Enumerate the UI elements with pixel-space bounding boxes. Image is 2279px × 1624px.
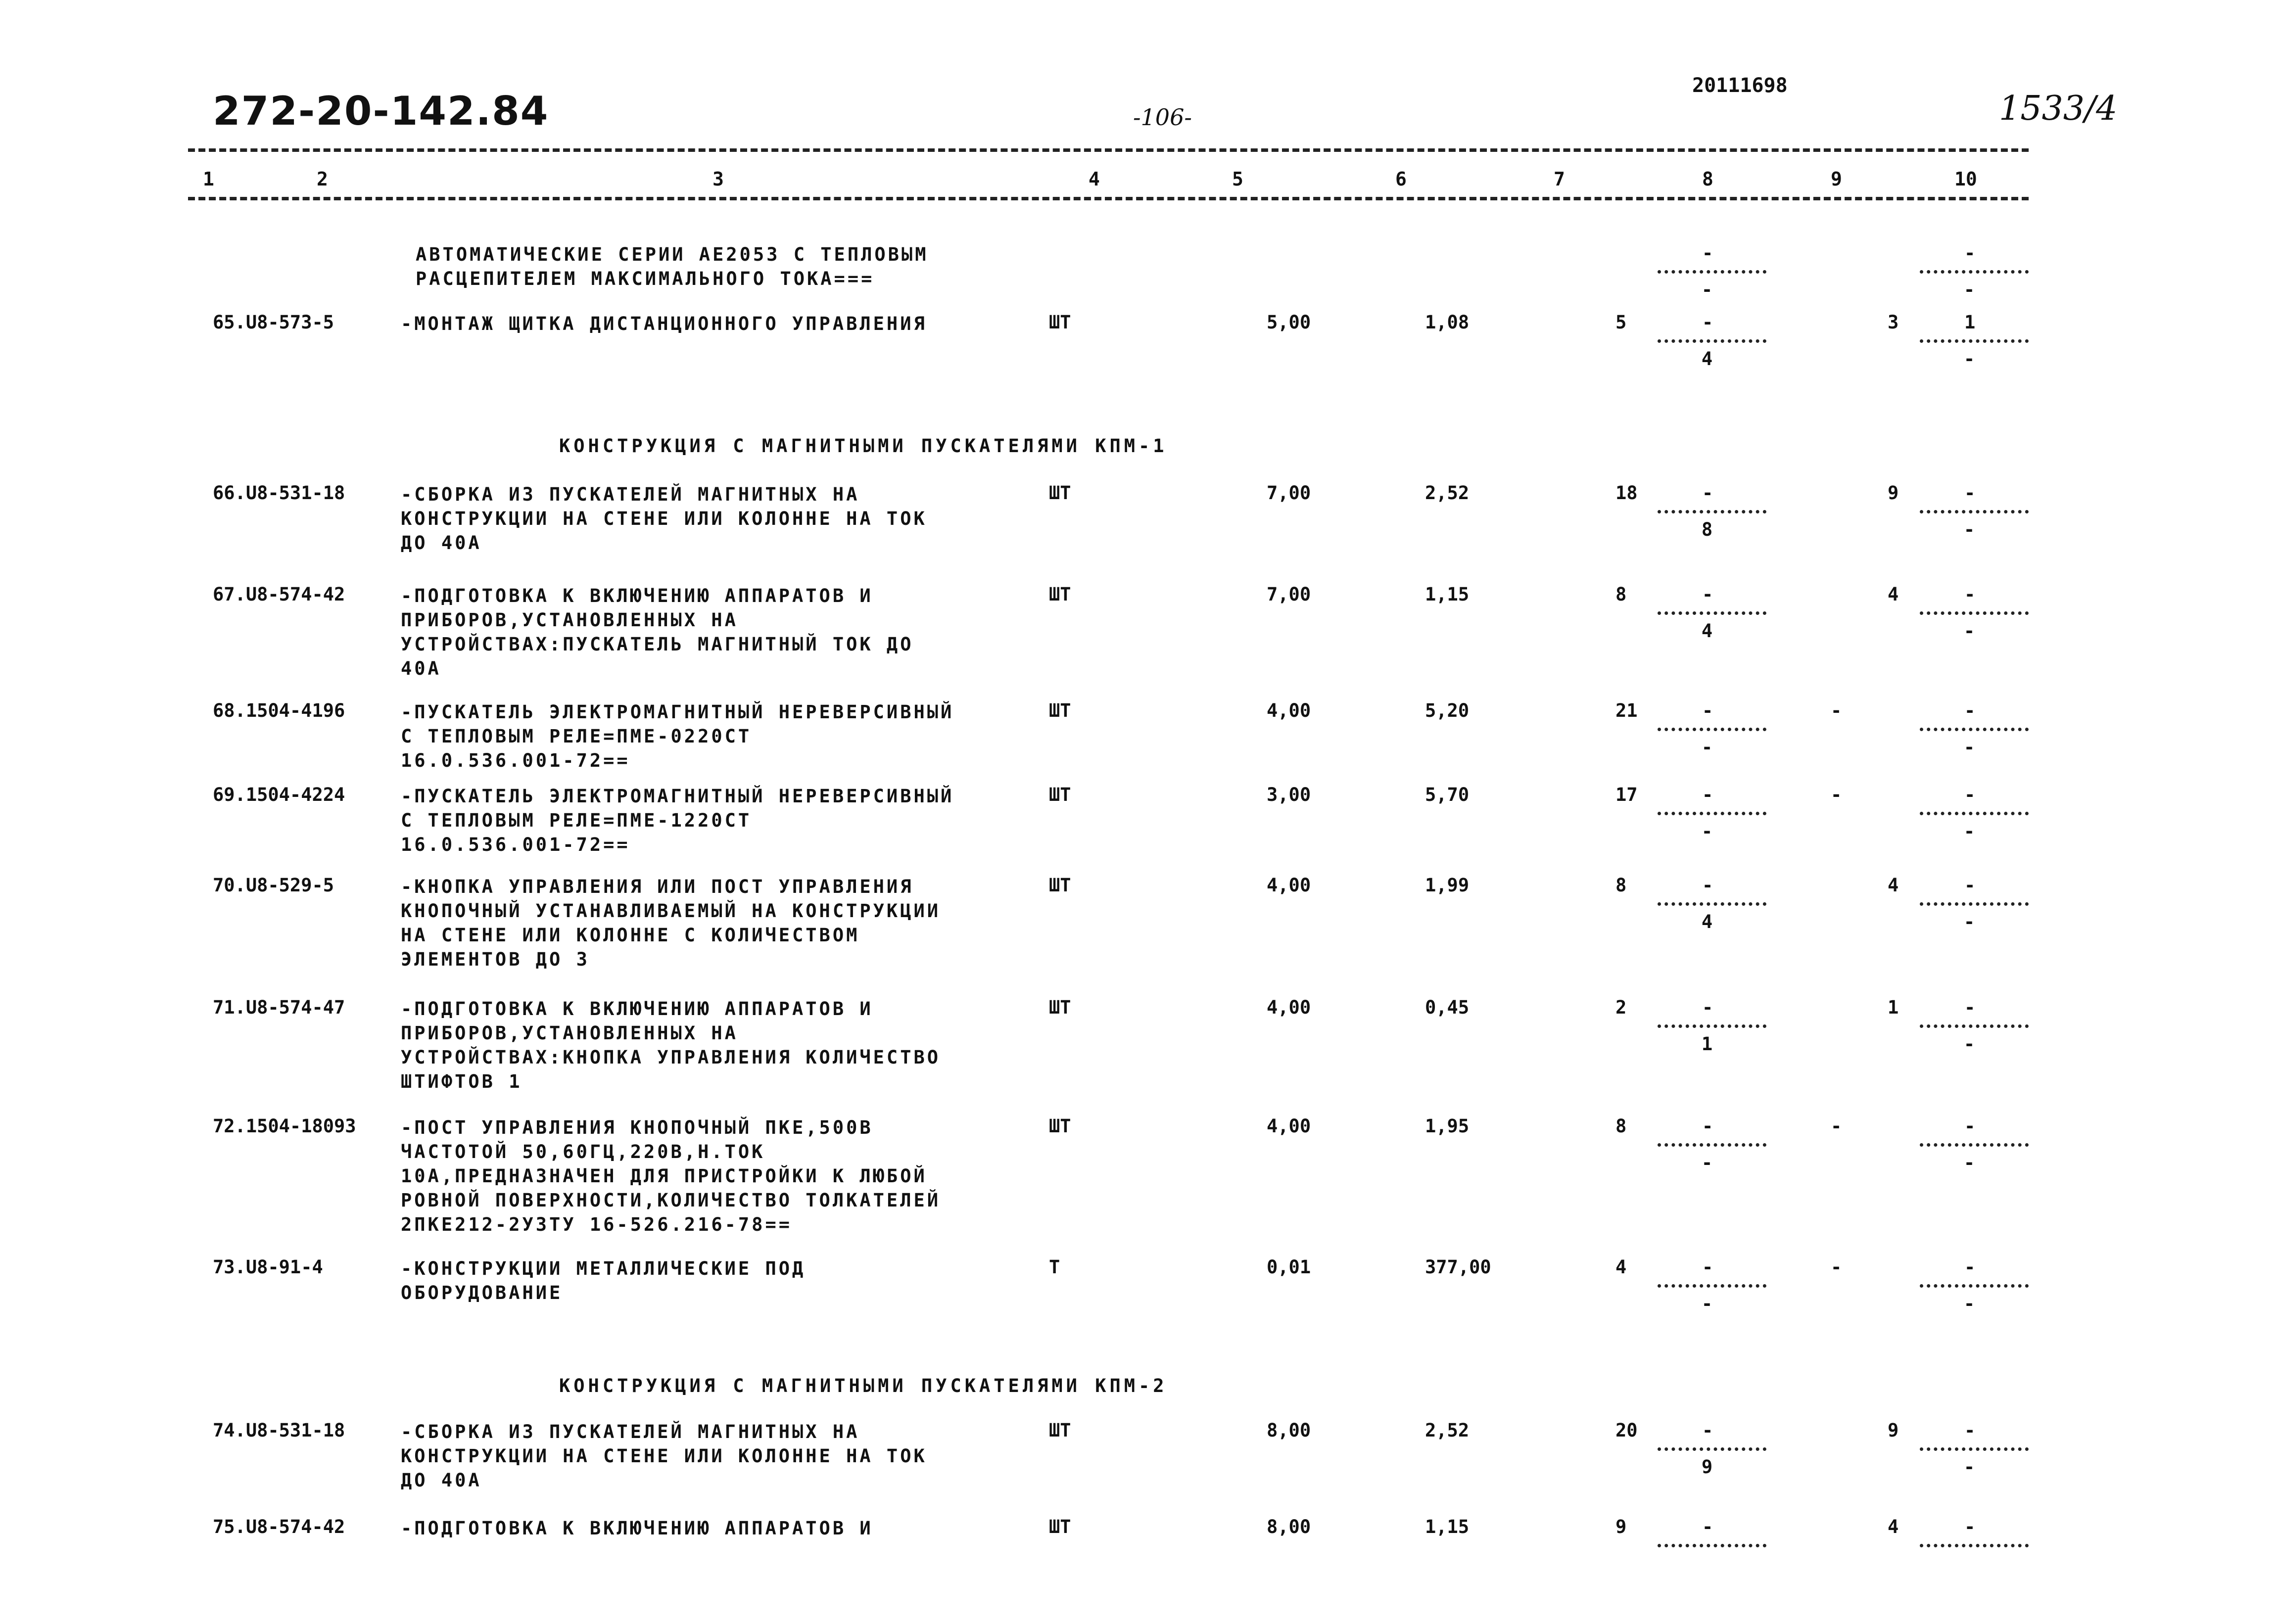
unit: ШТ [1049, 584, 1071, 605]
column-number: 2 [317, 168, 328, 190]
document-code: 272-20-142.84 [213, 88, 549, 134]
section-heading: КОНСТРУКЦИЯ С МАГНИТНЫМИ ПУСКАТЕЛЯМИ КПМ-1 [559, 435, 1168, 457]
col8-top: - [1702, 1420, 1713, 1441]
column-number: 8 [1702, 168, 1713, 190]
item-description: -СБОРКА ИЗ ПУСКАТЕЛЕЙ МАГНИТНЫХ НА КОНСТРУКЦИИ НА СТЕНЕ ИЛИ КОЛОННЕ НА ТОК ДО 40А [401, 484, 927, 554]
col7-value: 18 [1615, 482, 1638, 504]
col8-bottom: 9 [1701, 1456, 1713, 1478]
column-number: 10 [1954, 168, 1977, 190]
col8-bottom: 1 [1701, 1033, 1713, 1055]
unit-price: 1,15 [1425, 584, 1470, 605]
unit-price: 2,52 [1425, 1420, 1470, 1441]
item-code: 68.1504-4196 [213, 700, 345, 721]
col10-bottom: - [1963, 1152, 1975, 1173]
column-number: 4 [1089, 168, 1100, 190]
col8-bottom: - [1701, 1152, 1713, 1173]
unit-price: 1,15 [1425, 1516, 1470, 1537]
col8-top: - [1702, 700, 1713, 721]
col7-value: 4 [1615, 1256, 1627, 1278]
header-rule-bottom [188, 197, 2029, 200]
fraction-line [1920, 902, 2029, 906]
unit: ШТ [1049, 875, 1071, 896]
unit: ШТ [1049, 1420, 1071, 1441]
item-description: -ПОДГОТОВКА К ВКЛЮЧЕНИЮ АППАРАТОВ И [401, 1518, 873, 1539]
unit-price: 5,20 [1425, 700, 1470, 721]
col10-top: - [1964, 1256, 1976, 1278]
col8-top: - [1702, 584, 1713, 605]
col7-value: 20 [1615, 1420, 1638, 1441]
col10-bottom: - [1963, 821, 1975, 842]
col9-value: - [1831, 784, 1842, 805]
quantity: 7,00 [1267, 482, 1311, 504]
col10-bottom: - [1963, 519, 1975, 540]
item-description: -КОНСТРУКЦИИ МЕТАЛЛИЧЕСКИЕ ПОД ОБОРУДОВАНИЕ [401, 1258, 806, 1303]
quantity: 3,00 [1267, 784, 1311, 805]
col8-bottom: - [1701, 279, 1713, 300]
fraction-line [1658, 611, 1766, 615]
item-code: 73.U8-91-4 [213, 1256, 323, 1278]
quantity: 8,00 [1267, 1516, 1311, 1537]
col10-top: - [1964, 584, 1976, 605]
item-code: 67.U8-574-42 [213, 584, 345, 605]
fraction-line [1658, 1024, 1766, 1028]
col10-top: - [1964, 1420, 1976, 1441]
fraction-line [1920, 270, 2029, 274]
quantity: 4,00 [1267, 997, 1311, 1018]
col10-bottom: - [1963, 737, 1975, 758]
item-code: 69.1504-4224 [213, 784, 345, 805]
unit: ШТ [1049, 312, 1071, 333]
col9-value: - [1831, 1115, 1842, 1137]
unit: ШТ [1049, 997, 1071, 1018]
quantity: 7,00 [1267, 584, 1311, 605]
col10-bottom: - [1963, 620, 1975, 642]
col7-value: 8 [1615, 584, 1627, 605]
col8-top: - [1702, 312, 1713, 333]
quantity: 5,00 [1267, 312, 1311, 333]
fraction-line [1658, 510, 1766, 513]
unit-price: 2,52 [1425, 482, 1470, 504]
fraction-line [1920, 728, 2029, 731]
unit: ШТ [1049, 700, 1071, 721]
col10-bottom: - [1963, 911, 1975, 932]
quantity: 4,00 [1267, 875, 1311, 896]
col8-bottom: - [1701, 821, 1713, 842]
item-code: 75.U8-574-42 [213, 1516, 345, 1537]
column-number: 7 [1554, 168, 1565, 190]
col8-top: - [1702, 242, 1713, 264]
fraction-line [1920, 1143, 2029, 1147]
page-number: -106- [1133, 104, 1192, 131]
fraction-line [1658, 1544, 1766, 1547]
item-description: -ПУСКАТЕЛЬ ЭЛЕКТРОМАГНИТНЫЙ НЕРЕВЕРСИВНЫЙ С ТЕПЛОВЫМ РЕЛЕ=ПМЕ-0220СТ 16.0.536.001-72== [401, 701, 954, 771]
unit: ШТ [1049, 784, 1071, 805]
col9-value: - [1831, 700, 1842, 721]
item-description: -ПУСКАТЕЛЬ ЭЛЕКТРОМАГНИТНЫЙ НЕРЕВЕРСИВНЫЙ С ТЕПЛОВЫМ РЕЛЕ=ПМЕ-1220СТ 16.0.536.001-72== [401, 786, 954, 855]
header-rule-top [188, 148, 2029, 152]
quantity: 4,00 [1267, 1115, 1311, 1137]
unit-price: 1,99 [1425, 875, 1470, 896]
fraction-line [1920, 1447, 2029, 1451]
col8-top: - [1702, 997, 1713, 1018]
item-description: -ПОДГОТОВКА К ВКЛЮЧЕНИЮ АППАРАТОВ И ПРИБОРОВ,УСТАНОВЛЕННЫХ НА УСТРОЙСТВАХ:ПУСКАТЕЛЬ МАГНИТНЫЙ ТОК ДО 40А [401, 585, 914, 679]
item-description: -ПОДГОТОВКА К ВКЛЮЧЕНИЮ АППАРАТОВ И ПРИБОРОВ,УСТАНОВЛЕННЫХ НА УСТРОЙСТВАХ:КНОПКА УПРАВЛЕНИЯ КОЛИЧЕСТВО ШТИФТОВ 1 [401, 998, 941, 1092]
unit-price: 1,95 [1425, 1115, 1470, 1137]
fraction-line [1658, 1284, 1766, 1288]
item-code: 66.U8-531-18 [213, 482, 345, 504]
fraction-line [1658, 1143, 1766, 1147]
col10-left: 4 [1888, 584, 1899, 605]
col8-top: - [1702, 784, 1713, 805]
column-number: 5 [1232, 168, 1243, 190]
item-code: 74.U8-531-18 [213, 1420, 345, 1441]
col8-bottom: 4 [1701, 348, 1713, 370]
column-number: 6 [1395, 168, 1407, 190]
col7-value: 17 [1615, 784, 1638, 805]
col10-top: - [1964, 1516, 1976, 1537]
sheet-number: 1533/4 [1999, 89, 2118, 128]
col8-bottom: - [1701, 1293, 1713, 1314]
fraction-line [1658, 902, 1766, 906]
fraction-line [1920, 611, 2029, 615]
fraction-line [1658, 1447, 1766, 1451]
unit-price: 0,45 [1425, 997, 1470, 1018]
unit-price: 5,70 [1425, 784, 1470, 805]
column-number: 3 [712, 168, 724, 190]
unit: ШТ [1049, 482, 1071, 504]
item-description: -МОНТАЖ ЩИТКА ДИСТАНЦИОННОГО УПРАВЛЕНИЯ [401, 313, 927, 334]
fraction-line [1658, 339, 1766, 343]
col10-top: - [1964, 784, 1976, 805]
quantity: 4,00 [1267, 700, 1311, 721]
serial-number: 20111698 [1692, 74, 1788, 97]
quantity: 8,00 [1267, 1420, 1311, 1441]
unit: ШТ [1049, 1516, 1071, 1537]
col10-top: - [1964, 1115, 1976, 1137]
fraction-line [1658, 728, 1766, 731]
col7-value: 5 [1615, 312, 1627, 333]
item-code: 71.U8-574-47 [213, 997, 345, 1018]
col8-bottom: 8 [1701, 519, 1713, 540]
unit: Т [1049, 1256, 1060, 1278]
unit-price: 377,00 [1425, 1256, 1491, 1278]
col10-bottom: - [1963, 1293, 1975, 1314]
col10-left: 1 [1888, 997, 1899, 1018]
col10-bottom: - [1963, 279, 1975, 300]
fraction-line [1920, 339, 2029, 343]
item-code: 70.U8-529-5 [213, 875, 334, 896]
col10-left: 9 [1888, 1420, 1899, 1441]
item-code: 65.U8-573-5 [213, 312, 334, 333]
col9-value: - [1831, 1256, 1842, 1278]
col8-top: - [1702, 1115, 1713, 1137]
column-number: 1 [203, 168, 214, 190]
col10-top: - [1964, 875, 1976, 896]
col8-top: - [1702, 1256, 1713, 1278]
col7-value: 9 [1615, 1516, 1627, 1537]
fraction-line [1920, 1284, 2029, 1288]
col7-value: 21 [1615, 700, 1638, 721]
unit: ШТ [1049, 1115, 1071, 1137]
item-description: АВТОМАТИЧЕСКИЕ СЕРИИ АЕ2053 С ТЕПЛОВЫМ РАСЦЕПИТЕЛЕМ МАКСИМАЛЬНОГО ТОКА=== [416, 244, 929, 289]
col8-top: - [1702, 875, 1713, 896]
col10-bottom: - [1963, 1033, 1975, 1055]
fraction-line [1920, 510, 2029, 513]
col10-bottom: - [1963, 1456, 1975, 1478]
col10-top: - [1964, 482, 1976, 504]
col10-top: 1 [1964, 312, 1976, 333]
fraction-line [1920, 1544, 2029, 1547]
unit-price: 1,08 [1425, 312, 1470, 333]
col10-top: - [1964, 242, 1976, 264]
item-description: -КНОПКА УПРАВЛЕНИЯ ИЛИ ПОСТ УПРАВЛЕНИЯ КНОПОЧНЫЙ УСТАНАВЛИВАЕМЫЙ НА КОНСТРУКЦИИ НА СТЕНЕ ИЛИ КОЛОННЕ С КОЛИЧЕСТВОМ ЭЛЕМЕНТОВ ДО 3 [401, 876, 941, 970]
col10-left: 9 [1888, 482, 1899, 504]
col10-left: 4 [1888, 1516, 1899, 1537]
col10-top: - [1964, 700, 1976, 721]
quantity: 0,01 [1267, 1256, 1311, 1278]
fraction-line [1920, 812, 2029, 815]
col10-left: 3 [1888, 312, 1899, 333]
section-heading: КОНСТРУКЦИЯ С МАГНИТНЫМИ ПУСКАТЕЛЯМИ КПМ-2 [559, 1375, 1168, 1396]
col8-bottom: - [1701, 737, 1713, 758]
fraction-line [1658, 270, 1766, 274]
col8-bottom: 4 [1701, 911, 1713, 932]
col10-top: - [1964, 997, 1976, 1018]
col7-value: 8 [1615, 875, 1627, 896]
fraction-line [1658, 812, 1766, 815]
item-description: -ПОСТ УПРАВЛЕНИЯ КНОПОЧНЫЙ ПКЕ,500В ЧАСТОТОЙ 50,60ГЦ,220В,Н.ТОК 10А,ПРЕДНАЗНАЧЕН ДЛЯ ПРИСТРОЙКИ К ЛЮБОЙ РОВНОЙ ПОВЕРХНОСТИ,КОЛИЧЕСТВО ТОЛКАТЕЛЕЙ 2ПКЕ212-2У3ТУ 16-526.216-78== [401, 1117, 941, 1235]
col8-bottom: 4 [1701, 620, 1713, 642]
col10-bottom: - [1963, 348, 1975, 370]
item-code: 72.1504-18093 [213, 1115, 356, 1137]
fraction-line [1920, 1024, 2029, 1028]
col7-value: 8 [1615, 1115, 1627, 1137]
col10-left: 4 [1888, 875, 1899, 896]
col8-top: - [1702, 1516, 1713, 1537]
column-number: 9 [1831, 168, 1842, 190]
item-description: -СБОРКА ИЗ ПУСКАТЕЛЕЙ МАГНИТНЫХ НА КОНСТРУКЦИИ НА СТЕНЕ ИЛИ КОЛОННЕ НА ТОК ДО 40А [401, 1421, 927, 1491]
col8-top: - [1702, 482, 1713, 504]
col7-value: 2 [1615, 997, 1627, 1018]
